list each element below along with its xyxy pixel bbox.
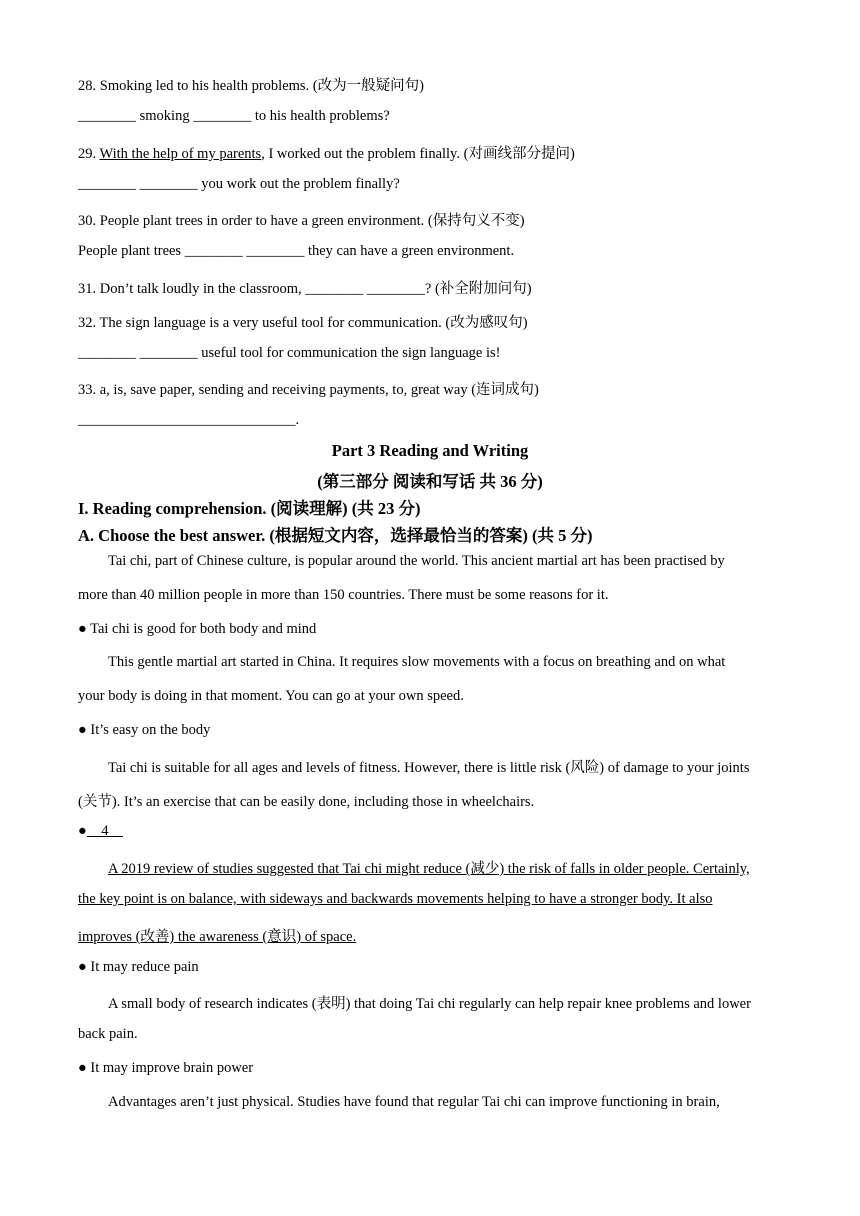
bullet-2: ● It’s easy on the body [78,722,211,738]
q33-answer-line: ______________________________. [78,412,300,428]
passage-p5-line2: back pain. [78,1026,138,1042]
passage-p2-line2: your body is doing in that moment. You can go at your own speed. [78,688,464,704]
q29-number: 29. [78,146,100,162]
q28-line: 28. Smoking led to his health problems. (改为一般疑问句) [78,78,424,94]
bullet-3 [78,823,123,840]
q30-line: 30. People plant trees in order to have a green environment. (保持句义不变) [78,213,525,229]
passage-p1-line2: more than 40 million people in more than 150 countries. There must be some reasons for it. [78,587,609,603]
passage-p5-line1: A small body of research indicates (表明) that doing Tai chi regularly can help repair knee problems and lower [108,996,751,1012]
q32-answer-line: ________ ________ useful tool for communication the sign language is! [78,345,501,361]
passage-p3-line2: (关节). It’s an exercise that can be easily done, including those in wheelchairs. [78,794,535,810]
section-a-heading: A. Choose the best answer. (根据短文内容，选择最恰当的答案) (共 5 分) [78,526,593,545]
bullet-3-symbol: ● [78,823,87,839]
q29-underlined-phrase: With the help of my parents [99,146,262,162]
part3-title: Part 3 Reading and Writing [331,441,529,460]
passage-p4-line1: A 2019 review of studies suggested that Tai chi might reduce (减少) the risk of falls in older people. Certainly, [108,861,750,877]
q32-line: 32. The sign language is a very useful tool for communication. (改为感叹句) [78,315,528,331]
q30-answer-line: People plant trees ________ ________ they can have a green environment. [78,243,515,259]
section-i-heading: I. Reading comprehension. (阅读理解) (共 23 分) [78,499,421,518]
bullet-5: ● It may improve brain power [78,1060,254,1076]
passage-p6-line1: Advantages aren’t just physical. Studies have found that regular Tai chi can improve functioning in brain, [108,1094,720,1110]
q29-line [78,142,575,163]
passage-p1-line1: Tai chi, part of Chinese culture, is popular around the world. This ancient martial art has been practised by [108,553,725,569]
bullet-1: ● Tai chi is good for both body and mind [78,621,317,637]
passage-p3-line1: Tai chi is suitable for all ages and levels of fitness. However, there is little risk (风险) of damage to your joints [108,760,750,776]
part3-subtitle: (第三部分 阅读和写话 共 36 分) [317,472,543,491]
q29-answer-line: ________ ________ you work out the problem finally? [78,176,400,192]
q33-line: 33. a, is, save paper, sending and receiving payments, to, great way (连词成句) [78,382,539,398]
blank-4: 4 [86,823,124,839]
q28-answer-line: ________ smoking ________ to his health problems? [78,108,390,124]
passage-p2-line1: This gentle martial art started in China. It requires slow movements with a focus on breathing and on what [108,654,726,670]
passage-p4-line2: the key point is on balance, with sideways and backwards movements helping to have a stronger body. It also [78,891,713,907]
q31-line: 31. Don’t talk loudly in the classroom, ________ ________? (补全附加问句) [78,281,532,297]
q29-rest: , I worked out the problem finally. (对画线部分提问) [261,146,575,162]
bullet-4: ● It may reduce pain [78,959,199,975]
passage-p4-line3: improves (改善) the awareness (意识) of space. [78,929,357,945]
